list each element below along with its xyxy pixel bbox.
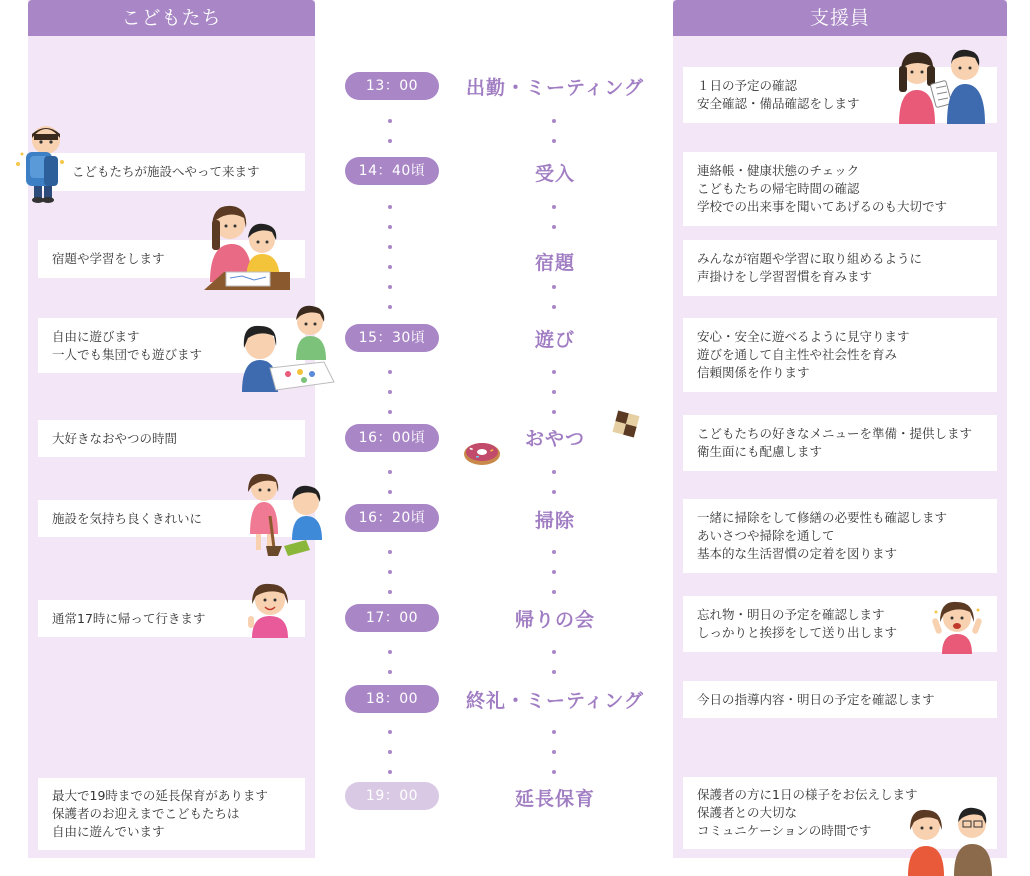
staff-header: 支援員	[673, 0, 1007, 36]
timeline-dot	[388, 370, 392, 374]
staff-closing-box: 今日の指導内容・明日の予定を確認します	[683, 681, 997, 718]
timeline-dot	[388, 285, 392, 289]
timeline-dot	[552, 470, 556, 474]
staff-homework-box: みんなが宿題や学習に取り組めるように 声掛けをし学習習慣を育みます	[683, 240, 997, 296]
activity-label: 受入	[534, 163, 575, 185]
timeline-dot	[552, 770, 556, 774]
timeline-dot	[388, 750, 392, 754]
parent-staff-talk-icon	[904, 806, 996, 876]
timeline-dot	[552, 750, 556, 754]
mother-child-study-icon	[202, 202, 292, 296]
children-arrival-box: こどもたちが施設へやって来ます	[38, 153, 305, 191]
timeline-dot	[552, 305, 556, 309]
timeline-dot	[388, 245, 392, 249]
children-cleaning-icon	[240, 470, 330, 562]
timeline-dot	[552, 285, 556, 289]
waving-girl-icon	[246, 580, 294, 638]
staff-snack-box: こどもたちの好きなメニューを準備・提供します 衛生面にも配慮します	[683, 415, 997, 471]
activity-label: 掃除	[534, 510, 575, 532]
staff-extended-box: 保護者の方に1日の様子をお伝えします 保護者との大切な コミュニケーションの時間です	[683, 777, 997, 849]
timeline-dot	[552, 370, 556, 374]
cheering-woman-icon	[932, 598, 982, 654]
timeline-dot	[388, 590, 392, 594]
children-cleaning-box: 施設を気持ち良くきれいに	[38, 500, 305, 537]
timeline-dot	[552, 225, 556, 229]
timeline-dot	[388, 490, 392, 494]
chocolate-icon	[612, 410, 640, 438]
time-pill: 19：00	[345, 782, 439, 810]
time-pill: 15：30頃	[345, 324, 439, 352]
time-pill: 18：00	[345, 685, 439, 713]
timeline-dot	[388, 265, 392, 269]
children-snack-box: 大好きなおやつの時間	[38, 420, 305, 457]
time-pill: 16：00頃	[345, 424, 439, 452]
timeline-dot	[388, 770, 392, 774]
staff-sendoff-box: 忘れ物・明日の予定を確認します しっかりと挨拶をして送り出します	[683, 596, 997, 652]
staff-play-box: 安心・安全に遊べるように見守ります 遊びを通して自主性や社会性を育み 信頼関係を作ります	[683, 318, 997, 392]
timeline-dot	[552, 730, 556, 734]
children-homework-box: 宿題や学習をします	[38, 240, 305, 278]
timeline-dot	[388, 570, 392, 574]
timeline-dot	[552, 205, 556, 209]
staff-reception-box: 連絡帳・健康状態のチェック こどもたちの帰宅時間の確認 学校での出来事を聞いてあげるのも大切です	[683, 152, 997, 226]
timeline-dot	[388, 650, 392, 654]
timeline-dot	[388, 730, 392, 734]
timeline-dot	[388, 470, 392, 474]
timeline-dot	[552, 550, 556, 554]
timeline-dot	[388, 670, 392, 674]
timeline-dot	[388, 410, 392, 414]
time-pill: 14：40頃	[345, 157, 439, 185]
timeline-dot	[552, 670, 556, 674]
donut-icon	[462, 438, 502, 468]
children-leaving-box: 通常17時に帰って行きます	[38, 600, 305, 637]
timeline-dot	[388, 550, 392, 554]
time-pill: 17：00	[345, 604, 439, 632]
activity-label: おやつ	[524, 428, 585, 450]
timeline-dot	[552, 410, 556, 414]
timeline-dot	[552, 139, 556, 143]
timeline-dot	[388, 225, 392, 229]
activity-label: 終礼・ミーティング	[465, 690, 645, 712]
timeline-dot	[552, 570, 556, 574]
timeline-dot	[552, 590, 556, 594]
timeline-dot	[388, 139, 392, 143]
time-pill: 13：00	[345, 72, 439, 100]
children-play-box: 自由に遊びます 一人でも集団でも遊びます	[38, 318, 305, 373]
timeline-dot	[388, 305, 392, 309]
children-playing-board-game-icon	[240, 302, 336, 394]
activity-label: 出勤・ミーティング	[465, 77, 645, 99]
activity-label: 遊び	[534, 329, 575, 351]
timeline-dot	[552, 390, 556, 394]
timeline-dot	[388, 205, 392, 209]
activity-label: 帰りの会	[514, 609, 595, 631]
timeline-dot	[552, 490, 556, 494]
children-extended-box: 最大で19時までの延長保育があります 保護者のお迎えまでこどもたちは 自由に遊んでいます	[38, 778, 305, 850]
children-header: こどもたち	[28, 0, 315, 36]
staff-pair-checklist-icon	[893, 46, 989, 124]
child-with-backpack-icon	[12, 122, 68, 204]
staff-cleaning-box: 一緒に掃除をして修繕の必要性も確認します あいさつや掃除を通して 基本的な生活習慣の定着を図ります	[683, 499, 997, 573]
timeline-dot	[552, 119, 556, 123]
staff-morning-box: １日の予定の確認 安全確認・備品確認をします	[683, 67, 997, 123]
activity-label: 延長保育	[514, 788, 595, 810]
timeline-dot	[388, 390, 392, 394]
activity-label: 宿題	[534, 252, 575, 274]
timeline-dot	[552, 650, 556, 654]
timeline-dot	[388, 119, 392, 123]
time-pill: 16：20頃	[345, 504, 439, 532]
